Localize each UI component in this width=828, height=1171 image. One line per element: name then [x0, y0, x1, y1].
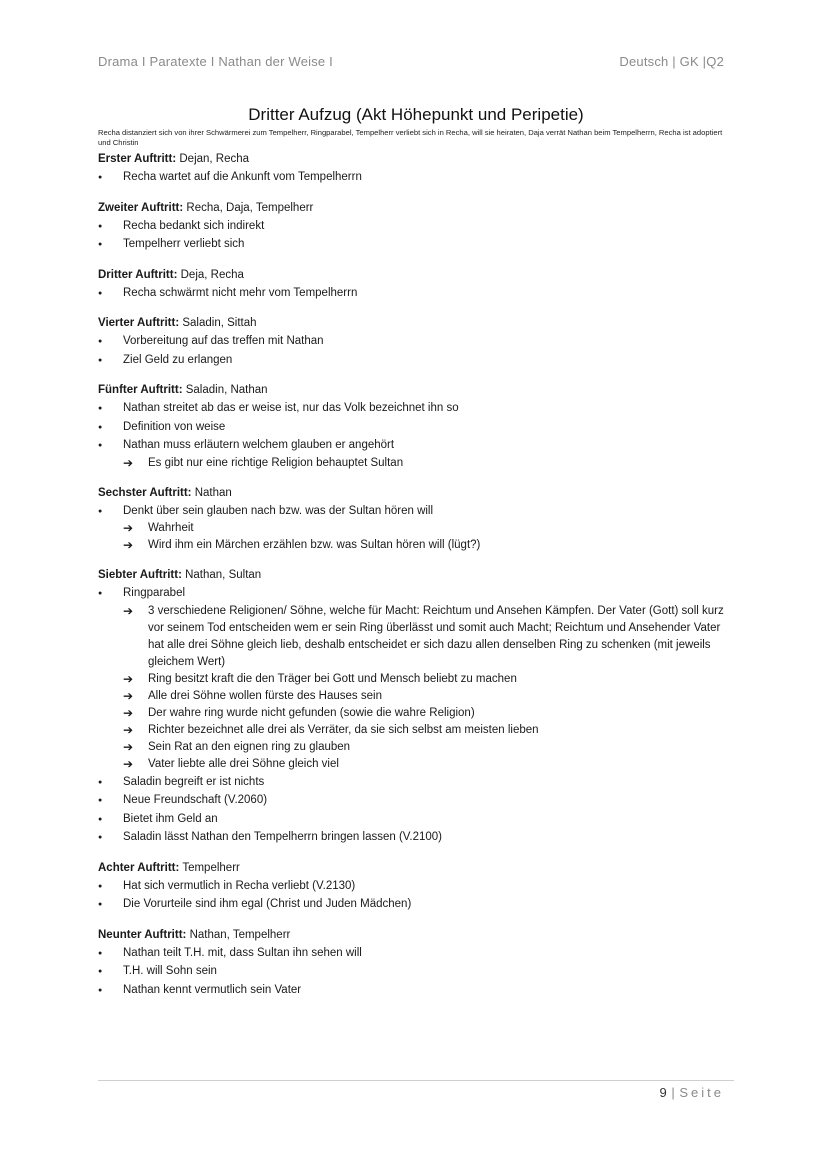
page-title: Dritter Aufzug (Akt Höhepunkt und Peripetie)	[248, 105, 584, 124]
list-item-text: Recha wartet auf die Ankunft vom Tempelherrn	[123, 171, 362, 183]
scene-heading	[98, 485, 734, 501]
bullet-list	[98, 218, 734, 254]
list-item-text: Definition von weise	[123, 420, 226, 433]
scene-section	[98, 567, 734, 847]
scene-heading	[98, 267, 734, 283]
list-item	[98, 437, 734, 472]
scene-heading	[98, 567, 734, 583]
list-item-text: Vorbereitung auf das treffen mit Nathan	[123, 335, 324, 347]
scene-title: Siebter Auftritt:	[98, 569, 182, 581]
section-spacer	[98, 370, 734, 382]
scene-characters: Saladin, Nathan	[182, 384, 268, 396]
act-summary: Recha distanziert sich von ihrer Schwärmerei zum Tempelherr, Ringparabel, Tempelherr verliebt sich in Recha, will sie heiraten, Daja verrät Nathan beim Tempelherrn, Recha ist adoptiert und Christin	[98, 128, 723, 147]
list-item	[98, 963, 734, 981]
document-body	[98, 104, 734, 1000]
scene-characters: Nathan, Sultan	[181, 569, 262, 581]
list-item-text: Denkt über sein glauben nach bzw. was der Sultan hören will	[123, 504, 434, 517]
list-item	[98, 503, 734, 555]
list-item	[98, 945, 734, 963]
scene-section	[98, 200, 734, 254]
list-item	[98, 585, 734, 773]
list-item	[98, 811, 734, 829]
scene-title: Fünfter Auftritt:	[98, 384, 183, 396]
scene-list	[98, 151, 734, 999]
list-item	[98, 169, 734, 187]
list-item	[98, 829, 734, 847]
arrow-item: ➔ Wahrheit	[123, 520, 734, 537]
list-item	[98, 896, 734, 914]
page-number-label: Seite	[679, 1085, 724, 1100]
scene-heading	[98, 200, 734, 216]
scene-characters: Deja, Recha	[177, 268, 244, 281]
arrow-list	[123, 603, 734, 773]
list-item	[98, 419, 734, 437]
arrow-item: ➔ Der wahre ring wurde nicht gefunden (sowie die wahre Religion)	[123, 705, 734, 722]
section-spacer	[98, 473, 734, 485]
section-spacer	[98, 555, 734, 567]
scene-title: Vierter Auftritt:	[98, 317, 180, 329]
footer-divider	[98, 1080, 734, 1081]
scene-title: Achter Auftritt:	[98, 861, 180, 874]
scene-characters: Saladin, Sittah	[179, 317, 257, 329]
page-number	[659, 1085, 724, 1100]
bullet-list	[98, 169, 734, 187]
scene-section	[98, 485, 734, 555]
list-item-text: Nathan teilt T.H. mit, dass Sultan ihn sehen will	[123, 946, 362, 959]
list-item	[98, 333, 734, 351]
bullet-list	[98, 945, 734, 1000]
scene-section	[98, 151, 734, 187]
list-item	[98, 400, 734, 418]
arrow-item: ➔ Vater liebte alle drei Söhne gleich viel	[123, 756, 734, 773]
list-item-text: Recha bedankt sich indirekt	[123, 219, 265, 232]
arrow-list	[123, 520, 734, 554]
bullet-list	[98, 400, 734, 472]
list-item	[98, 218, 734, 236]
section-spacer	[98, 188, 734, 200]
header-right: Deutsch | GK |Q2	[619, 54, 724, 69]
bullet-list	[98, 333, 734, 369]
scene-heading	[98, 382, 734, 398]
scene-heading	[98, 315, 734, 331]
header-left: Drama I Paratexte I Nathan der Weise I	[98, 54, 333, 69]
list-item-text: Recha schwärmt nicht mehr vom Tempelherrn	[123, 286, 358, 299]
section-spacer	[98, 255, 734, 267]
section-spacer	[98, 915, 734, 927]
scene-title: Neunter Auftritt:	[98, 928, 187, 941]
scene-characters: Tempelherr	[179, 861, 240, 874]
section-spacer	[98, 848, 734, 860]
list-item-text: Saladin lässt Nathan den Tempelherrn bringen lassen (V.2100)	[123, 831, 443, 843]
scene-section	[98, 927, 734, 1000]
arrow-item: ➔ Richter bezeichnet alle drei als Verräter, da sie sich selbst am meisten lieben	[123, 722, 734, 739]
scene-title: Zweiter Auftritt:	[98, 201, 184, 214]
arrow-item: ➔ Wird ihm ein Märchen erzählen bzw. was Sultan hören will (lügt?)	[123, 537, 734, 554]
scene-characters: Recha, Daja, Tempelherr	[183, 201, 314, 214]
scene-section	[98, 315, 734, 369]
list-item	[98, 982, 734, 1000]
scene-heading	[98, 927, 734, 943]
list-item-text: Neue Freundschaft (V.2060)	[123, 794, 268, 806]
list-item-text: Tempelherr verliebt sich	[123, 238, 245, 250]
arrow-item: ➔ 3 verschiedene Religionen/ Söhne, welche für Macht: Reichtum und Ansehen Kämpfen. Der Vater (Gott) soll kurz vor seinem Tod entscheiden wem er sein Ring überlässt und somit auch Macht; Reichtum und Ansehender Vater hat alle drei Söhne gleich lieb, deshalb entscheidet er sich dazu allen denselben Ring zu schenken (mit jeweils gleichem Wert)	[123, 603, 734, 671]
scene-section	[98, 382, 734, 472]
arrow-item: ➔ Alle drei Söhne wollen fürste des Hauses sein	[123, 688, 734, 705]
list-item-text: T.H. will Sohn sein	[123, 965, 217, 977]
list-item-text: Bietet ihm Geld an	[123, 812, 218, 825]
section-spacer	[98, 303, 734, 315]
scene-section	[98, 860, 734, 914]
list-item-text: Die Vorurteile sind ihm egal (Christ und Juden Mädchen)	[123, 898, 412, 910]
arrow-list	[123, 455, 734, 472]
bullet-list	[98, 585, 734, 847]
scene-section	[98, 267, 734, 303]
list-item-text: Nathan kennt vermutlich sein Vater	[123, 983, 302, 996]
list-item	[98, 774, 734, 792]
arrow-item: ➔ Ring besitzt kraft die den Träger bei Gott und Mensch beliebt zu machen	[123, 671, 734, 688]
scene-characters: Dejan, Recha	[176, 153, 250, 165]
list-item-text: Nathan muss erläutern welchem glauben er angehört	[123, 439, 395, 451]
bullet-list	[98, 285, 734, 303]
scene-title: Dritter Auftritt:	[98, 268, 178, 281]
bullet-list	[98, 878, 734, 914]
list-item	[98, 878, 734, 896]
list-item	[98, 792, 734, 810]
bullet-list	[98, 503, 734, 555]
list-item-text: Ziel Geld zu erlangen	[123, 353, 233, 366]
scene-heading	[98, 860, 734, 876]
list-item	[98, 352, 734, 370]
page-number-value: 9	[659, 1085, 668, 1100]
scene-title: Erster Auftritt:	[98, 153, 177, 165]
list-item-text: Saladin begreift er ist nichts	[123, 775, 265, 788]
list-item	[98, 236, 734, 254]
scene-heading	[98, 151, 734, 167]
list-item	[98, 285, 734, 303]
list-item-text: Ringparabel	[123, 587, 186, 599]
page-number-separator: |	[671, 1085, 676, 1100]
list-item-text: Hat sich vermutlich in Recha verliebt (V.2130)	[123, 879, 356, 892]
arrow-item: ➔ Es gibt nur eine richtige Religion behauptet Sultan	[123, 455, 734, 472]
scene-title: Sechster Auftritt:	[98, 486, 192, 499]
scene-characters: Nathan, Tempelherr	[186, 928, 291, 941]
arrow-item: ➔ Sein Rat an den eignen ring zu glauben	[123, 739, 734, 756]
scene-characters: Nathan	[191, 486, 232, 499]
list-item-text: Nathan streitet ab das er weise ist, nur das Volk bezeichnet ihn so	[123, 402, 459, 414]
